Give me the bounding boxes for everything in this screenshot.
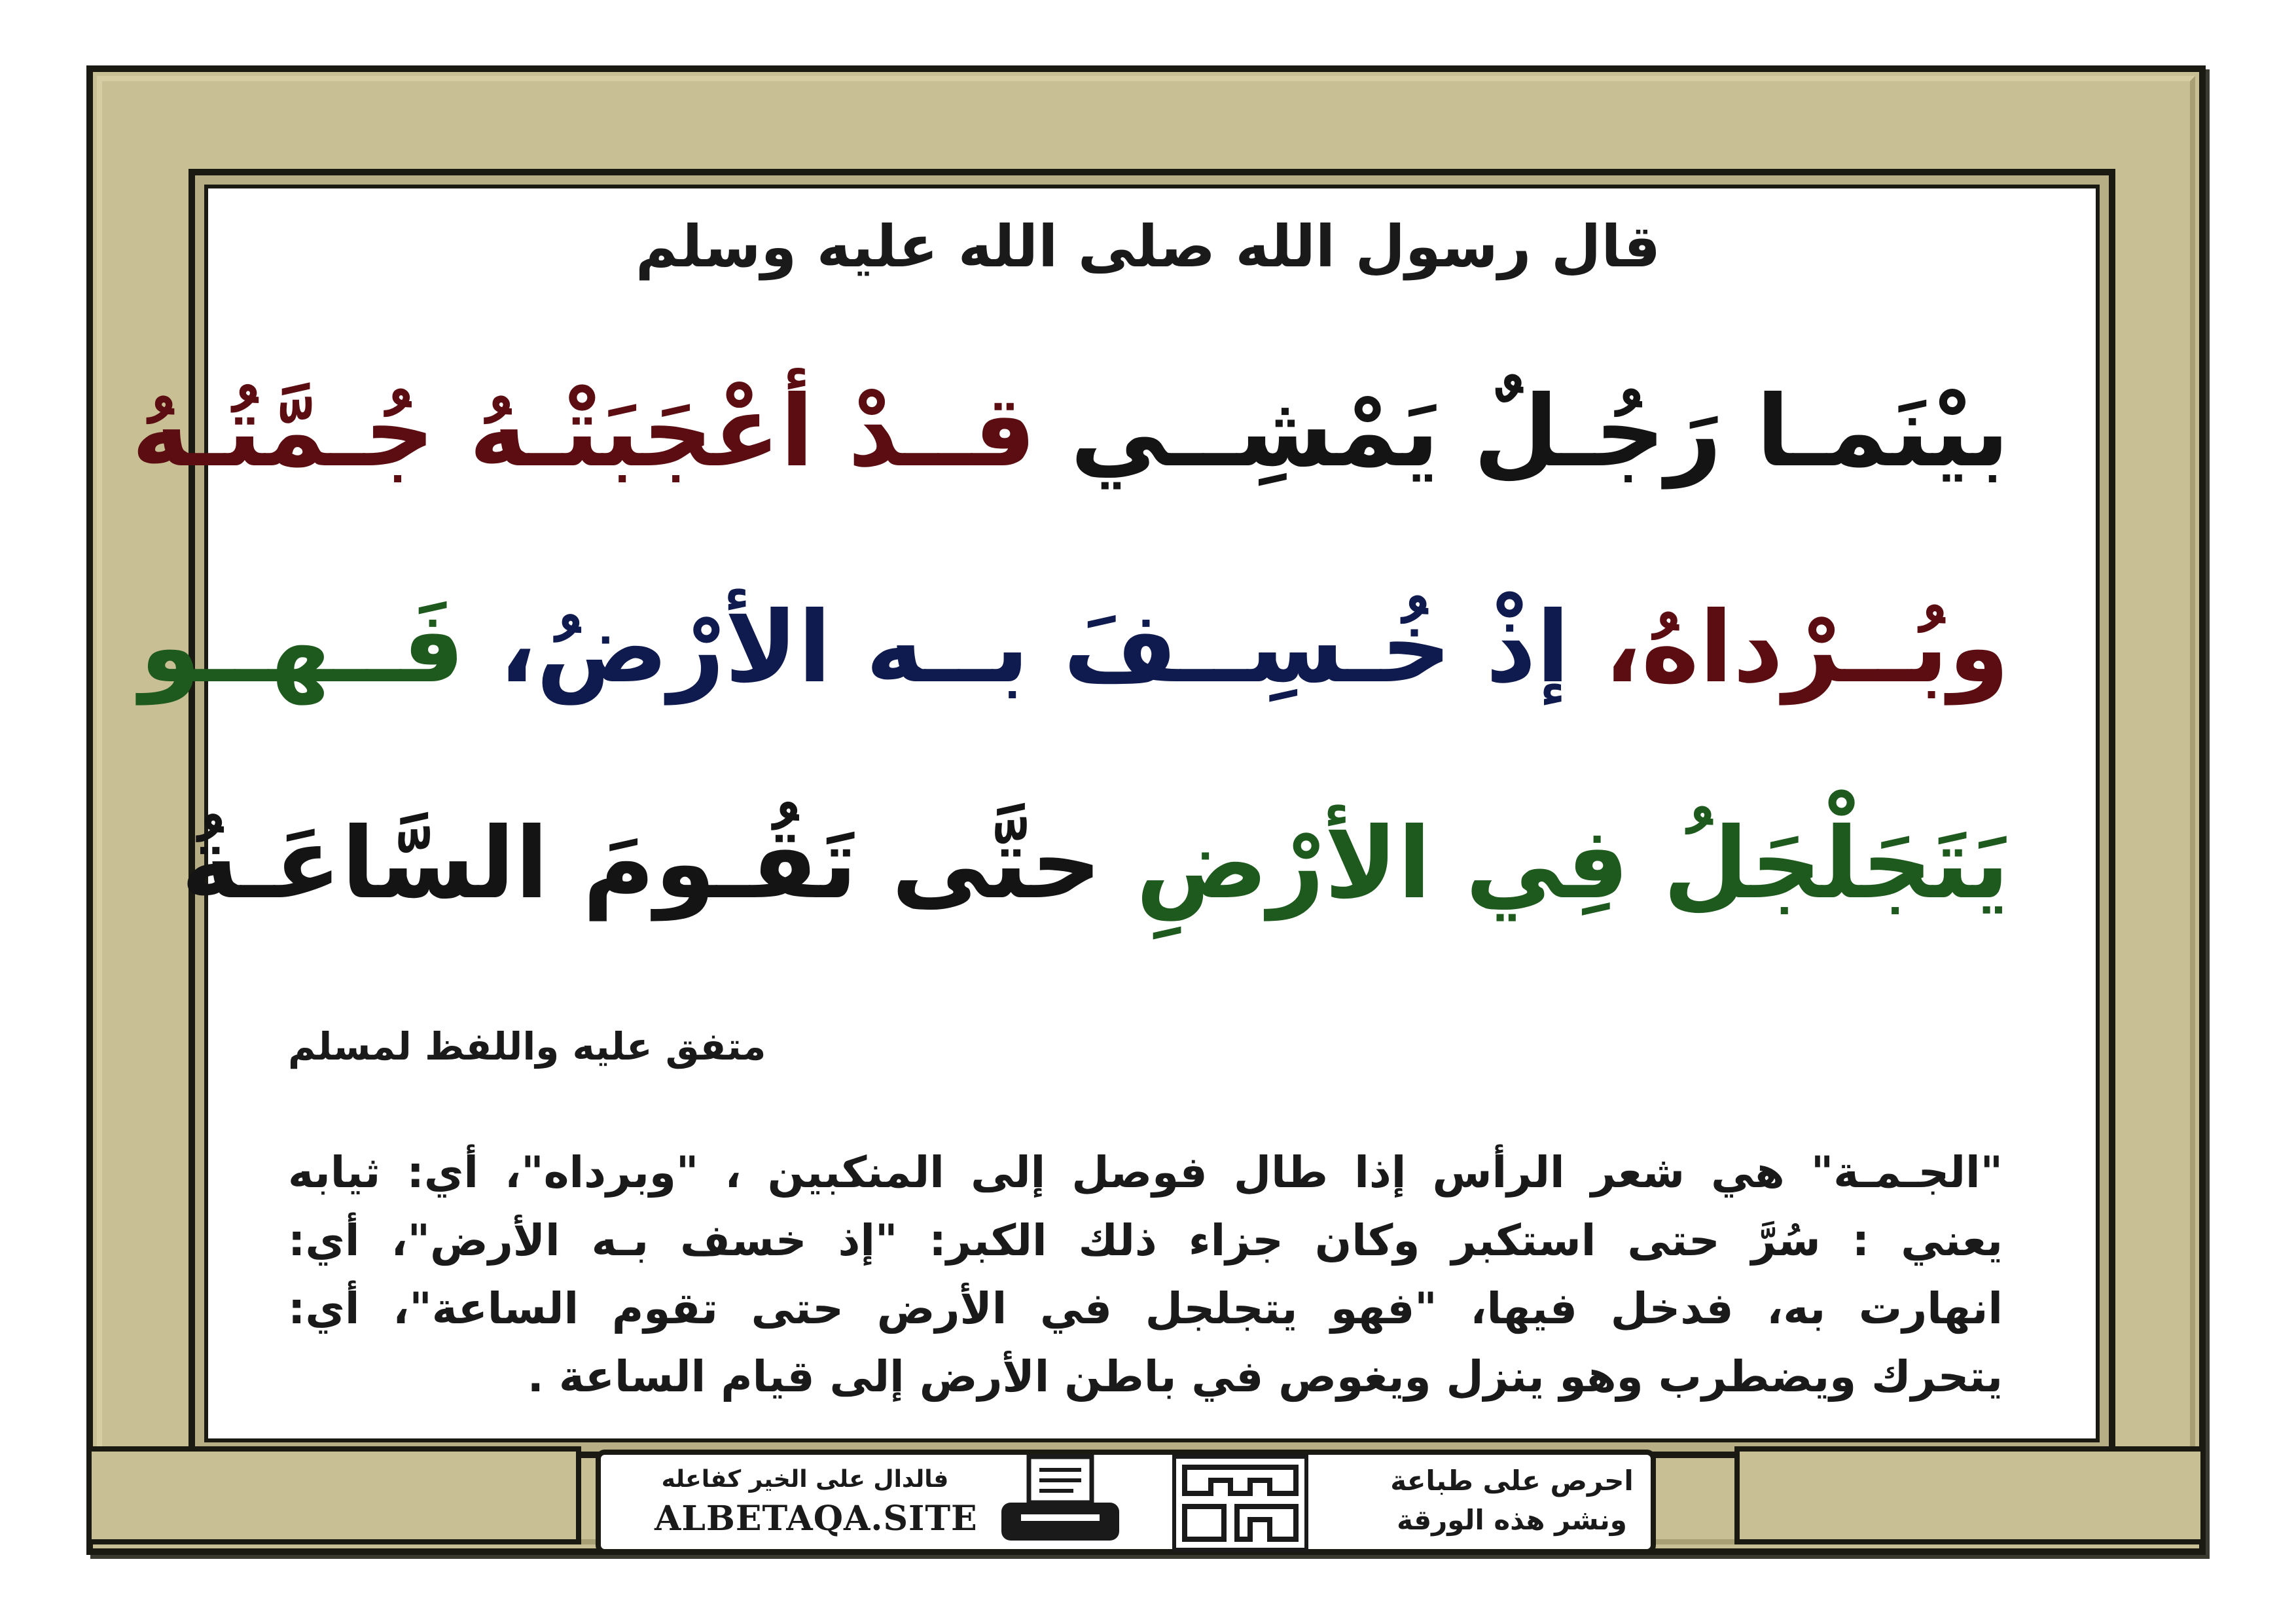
explanation-line: يعني : سُرَّ حتى استكبر وكان جزاء ذلك الكبر: "إذ خسف بـه الأرض"، أي:: [288, 1215, 2003, 1266]
explanation-line: انهارت به، فدخل فيها، "فهو يتجلجل في الأرض حتى تقوم الساعة"، أي:: [288, 1283, 2003, 1334]
explanation-line: "الجـمـة" هي شعر الرأس إذا طال فوصل إلى المنكبين ، "وبرداه"، أي: ثيابه: [288, 1147, 2003, 1198]
hadith-segment: يَتَجَلْجَلُ فِي الأرْضِ: [1136, 807, 2009, 921]
dawat-alwaraqa-logo-icon: [1172, 1454, 1309, 1552]
promo-line: احرص على طباعة: [1390, 1465, 1634, 1497]
hadith-segment: بيْنَمـا رَجُـلٌ يَمْشِــي: [1070, 375, 2009, 489]
site-motto: فالدال على الخير كفاعله: [661, 1466, 949, 1493]
frame-tab-right: [1734, 1446, 2206, 1544]
hadith-segment: وبُــرْداهُ،: [1604, 591, 2009, 705]
hadith-line-1: [132, 375, 2009, 489]
site-url-link[interactable]: ALBETAQA.SITE: [655, 1499, 978, 1539]
page-heading: قال رسول الله صلى الله عليه وسلم: [635, 213, 1661, 280]
hadith-segment: حتَّى تَقُـومَ السَّاعَـةُ: [181, 807, 1102, 921]
hadith-segment: إذْ خُـسِــفَ بــه الأرْضُ،: [499, 591, 1570, 705]
promo-line: ونشر هذه الورقة: [1397, 1504, 1627, 1536]
explanation-text: [288, 1139, 2003, 1411]
source-note: متفق عليه واللفظ لمسلم: [288, 1024, 766, 1069]
hadith-segment: قــدْ أعْجَبَتْـهُ جُـمَّتُـهُ: [132, 375, 1036, 489]
hadith-line-2: [139, 591, 2009, 705]
hadith-segment: فَــهــو: [139, 591, 465, 705]
frame-tab-left: [86, 1446, 581, 1544]
printer-icon: [995, 1454, 1126, 1546]
hadith-line-3: [181, 807, 2009, 921]
explanation-line: يتحرك ويضطرب وهو ينزل ويغوص في باطن الأرض إلى قيام الساعة .: [527, 1351, 2003, 1402]
